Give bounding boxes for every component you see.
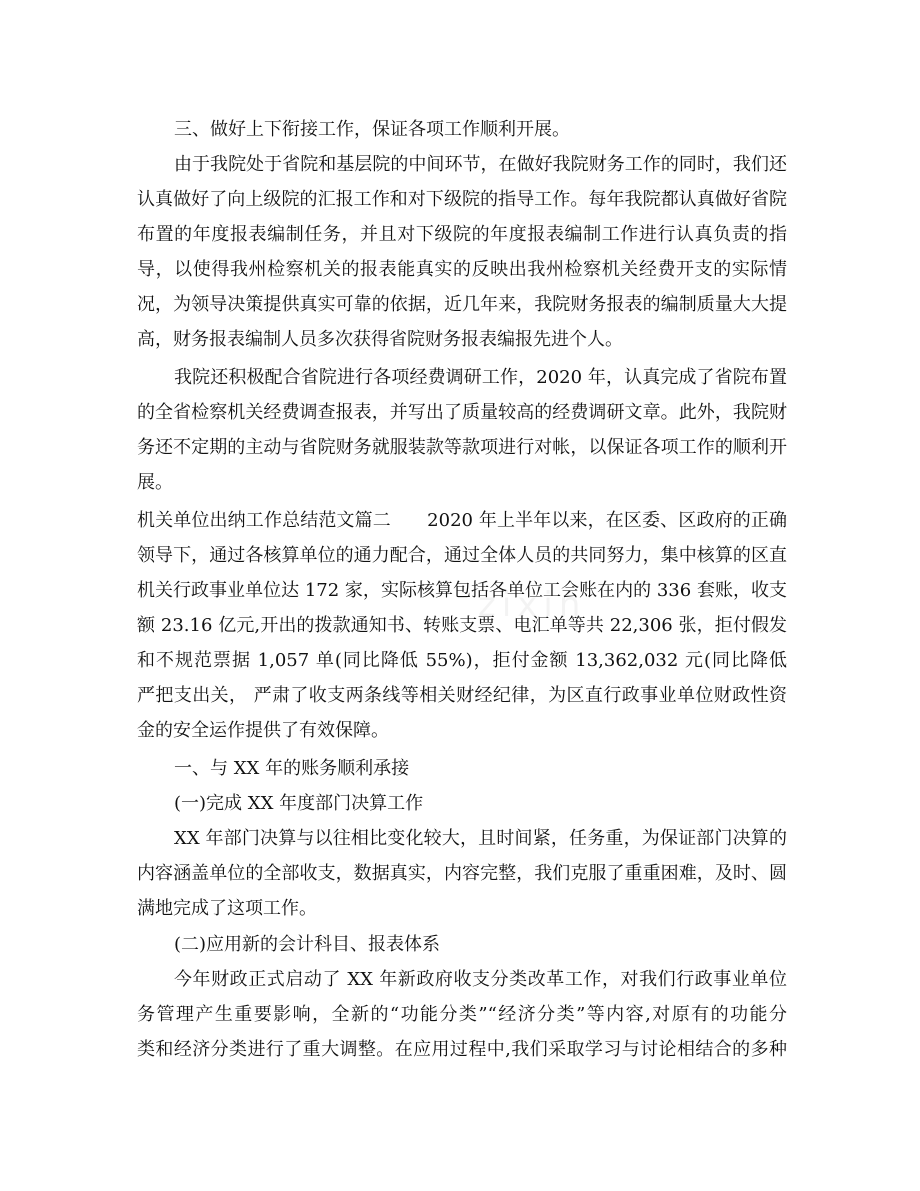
article-title-line: 机关单位出纳工作总结范文篇二 2020 年上半年以来，在区委、区政府的正确 — [137, 510, 787, 531]
paragraph-line: 务管理产生重要影响，全新的“功能分类”“经济分类”等内容,对原有的功能分 — [137, 1004, 787, 1025]
paragraph-line: 和不规范票据 1,057 单(同比降低 55%)，拒付金额 13,362,032 元(同比降低 — [137, 650, 787, 671]
paragraph-line: 展。 — [137, 472, 173, 493]
paragraph-line: 认真做好了向上级院的汇报工作和对下级院的指导工作。每年我院都认真做好省院 — [137, 189, 787, 210]
paragraph-line: 领导下，通过各核算单位的通力配合，通过全体人员的共同努力，集中核算的区直 — [137, 545, 787, 566]
paragraph-line: 高，财务报表编制人员多次获得省院财务报表编报先进个人。 — [137, 329, 623, 350]
paragraph-line: 况，为领导决策提供真实可靠的依据，近几年来，我院财务报表的编制质量大大提 — [137, 294, 787, 315]
paragraph-line: XX 年部门决算与以往相比变化较大，且时间紧，任务重，为保证部门决算的 — [174, 828, 787, 849]
paragraph-line: 务还不定期的主动与省院财务就服装款等款项进行对帐，以保证各项工作的顺利开 — [137, 437, 787, 458]
paragraph-line: 布置的年度报表编制任务，并且对下级院的年度报表编制工作进行认真负责的指 — [137, 224, 787, 245]
paragraph-line: 导，以使得我州检察机关的报表能真实的反映出我州检察机关经费开支的实际情 — [137, 259, 787, 280]
paragraph-line: 满地完成了这项工作。 — [137, 898, 317, 919]
paragraph-line: 的全省检察机关经费调查报表，并写出了质量较高的经费调研文章。此外，我院财 — [137, 402, 787, 423]
paragraph-line: 严把支出关， 严肃了收支两条线等相关财经纪律，为区直行政事业单位财政性资 — [137, 685, 787, 706]
subsection-heading: (一)完成 XX 年度部门决算工作 — [174, 793, 424, 814]
paragraph-line: 内容涵盖单位的全部收支，数据真实，内容完整，我们克服了重重困难，及时、圆 — [137, 863, 787, 884]
paragraph-line: 我院还积极配合省院进行各项经费调研工作，2020 年，认真完成了省院布置 — [174, 367, 787, 388]
section-heading: 一、与 XX 年的账务顺利承接 — [174, 758, 410, 779]
paragraph-line: 机关行政事业单位达 172 家，实际核算包括各单位工会账在内的 336 套账，收支 — [137, 580, 787, 601]
paragraph-line: 金的安全运作提供了有效保障。 — [137, 720, 389, 741]
paragraph-line: 由于我院处于省院和基层院的中间环节，在做好我院财务工作的同时，我们还 — [174, 154, 787, 175]
paragraph-line: 额 23.16 亿元,开出的拨款通知书、转账支票、电汇单等共 22,306 张，拒付假发 — [137, 615, 787, 636]
section-heading: 三、做好上下衔接工作，保证各项工作顺利开展。 — [174, 119, 570, 140]
paragraph-line: 类和经济分类进行了重大调整。在应用过程中,我们采取学习与讨论相结合的多种 — [137, 1039, 787, 1060]
paragraph-line: 今年财政正式启动了 XX 年新政府收支分类改革工作，对我们行政事业单位 — [174, 969, 787, 990]
subsection-heading: (二)应用新的会计科目、报表体系 — [174, 934, 441, 955]
